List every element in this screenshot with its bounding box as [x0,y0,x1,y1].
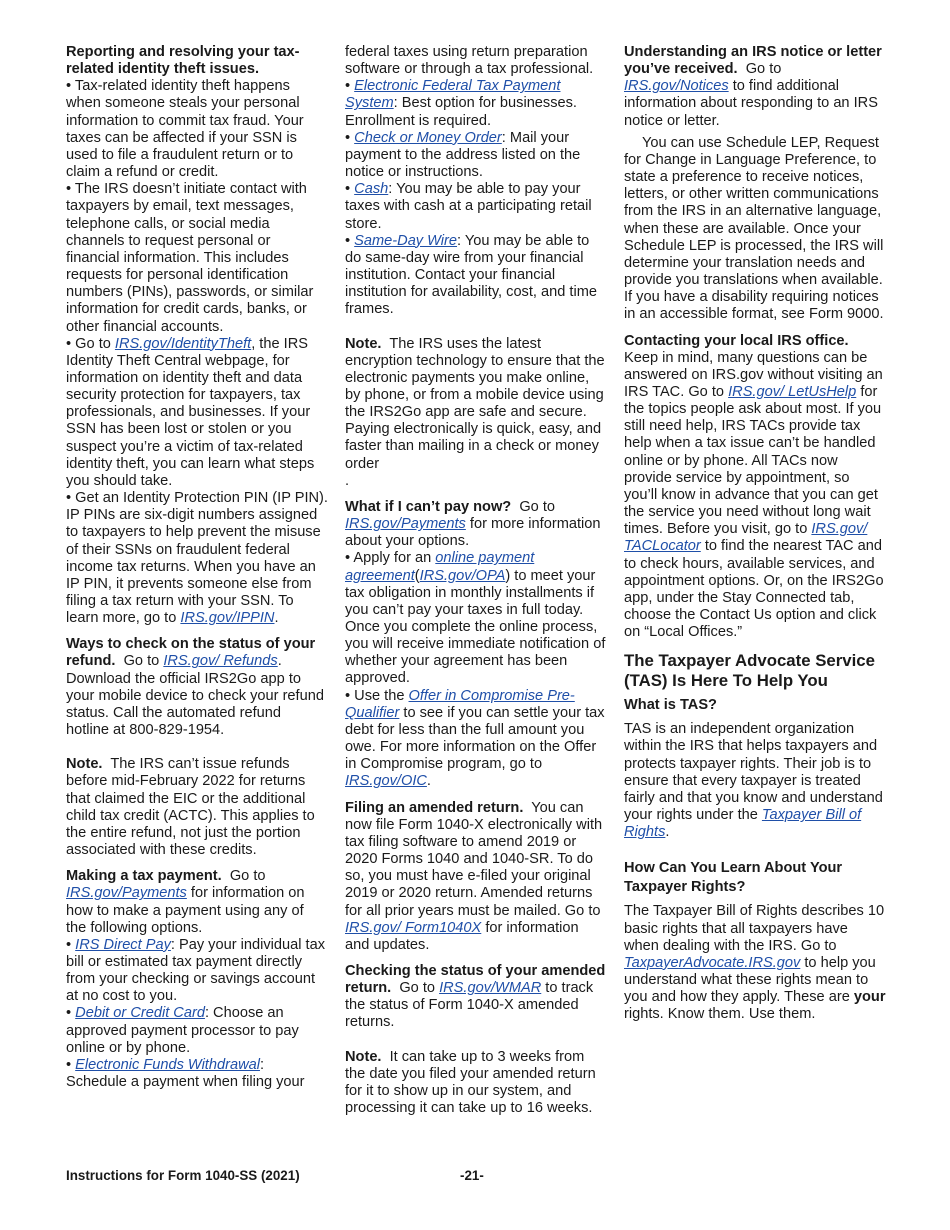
list-item: • Same-Day Wire: You may be able to do same-day wire from your financial institution. Contact your financial institution for availability, cost, and time frames. [345,232,597,318]
section-identity-theft [66,44,328,78]
list-item: • Debit or Credit Card: Choose an approved payment processor to pay online or by phone. [66,1005,299,1056]
column-left [66,44,328,1091]
link-taxpayer-advocate[interactable]: TaxpayerAdvocate.IRS.gov [624,954,801,971]
list-item: • Electronic Federal Tax Payment System: Best option for businesses. Enrollment is required. [345,78,577,129]
bullet: • [345,687,351,704]
continued-text: federal taxes using return preparation software or through a tax professional. [345,44,594,78]
paragraph-rights: The Taxpayer Bill of Rights describes 10 basic rights that all taxpayers have when dealing with the IRS. Go to TaxpayerAdvocate.IRS.gov to help you understand what these rights mean to you and how they apply. These are your rights. Know them. Use them. [624,903,886,1023]
paragraph-tas: TAS is an independent organization within the IRS that helps taxpayers and protects taxpayer rights. Their job is to ensure that every taxpayer is treated fairly and that you know and understand your rights under the Taxpayer Bill of Rights. [624,721,883,841]
footer-form-title: Instructions for Form 1040-SS (2021) [66,1168,300,1183]
link-eftps[interactable]: Electronic Federal Tax Payment System [345,78,561,112]
link-wmar[interactable]: IRS.gov/WMAR [439,980,542,997]
column-middle [345,44,607,1117]
link-ippin[interactable]: IRS.gov/IPPIN [180,610,275,627]
list-item: • The IRS doesn’t initiate contact with taxpayers by email, text messages, telephone calls, or social media channels to request personal or financial information. This includes requests for personal identification numbers (PINs), passwords, or similar information for credit cards, banks, or other financial accounts. [66,181,314,335]
bullet: • [66,490,72,507]
section-title: Making a tax payment. [66,868,222,885]
link-payments[interactable]: IRS.gov/Payments [345,516,466,533]
bullet: • [345,129,351,146]
bullet: • [66,1056,72,1073]
bullet: • [345,181,351,198]
section-tax-payment: Making a tax payment. Go to IRS.gov/Payments for information on how to make a payment using any of the following options. [66,868,305,936]
section-irs-notice: Understanding an IRS notice or letter you’ve received. Go to IRS.gov/Notices to find additional information about responding to an IRS notice or letter. [624,44,882,129]
list-item: • Go to IRS.gov/IdentityTheft, the IRS Identity Theft Central webpage, for information on identity theft and data security protection for taxpayers, tax professionals, and businesses. If your SSN has been lost or stolen or you suspect you’re a victim of tax-related identity theft, you can learn what steps you should take. [66,335,315,489]
section-title: Filing an amended return. [345,799,524,816]
section-title: Ways to check on the status of your refund. [66,636,316,670]
note-amended-timing: Note. It can take up to 3 weeks from the date you filed your amended return for it to show up in our system, and processing it can take up to 16 weeks. [345,1048,596,1117]
note-label: Note. [345,335,382,352]
link-debit-credit[interactable]: Debit or Credit Card [75,1005,205,1022]
bullet: • [345,232,351,249]
link-check-money-order[interactable]: Check or Money Order [354,129,502,146]
link-online-payment-agreement[interactable]: online payment agreement [345,550,535,584]
heading-learn-rights: How Can You Learn About Your Taxpayer Rights? [624,860,843,896]
section-cant-pay: What if I can’t pay now? Go to IRS.gov/Payments for more information about your options. [345,498,601,550]
link-taclocator[interactable]: IRS.gov/ TACLocator [624,521,868,555]
bullet: • [66,181,72,198]
link-identity-theft[interactable]: IRS.gov/IdentityTheft [114,335,252,352]
link-letushelp[interactable]: IRS.gov/ LetUsHelp [728,383,857,400]
note-encryption: Note. The IRS uses the latest encryption technology to ensure that the electronic payments you make online, by phone, or from a mobile device using the IRS2Go app are safe and secure. Paying electronically is quick, easy, and faster than mailing in a check or money order [345,335,605,472]
bullet: • [66,78,72,95]
list-item: • Electronic Funds Withdrawal: Schedule a payment when filing your [66,1056,305,1091]
list-item: • Get an Identity Protection PIN (IP PIN). IP PINs are six-digit numbers assigned to taxpayers to help prevent the misuse of their SSNs on fraudulent federal income tax returns. When you have an IP PIN, it prevents someone else from filing a tax return with your SSN. To learn more, go to IRS.gov/IPPIN. [66,490,328,627]
link-same-day-wire[interactable]: Same-Day Wire [354,232,458,249]
bullet: • [66,335,72,352]
link-bill-of-rights[interactable]: Taxpayer Bill of Rights [624,807,862,841]
link-payments[interactable]: IRS.gov/Payments [66,885,187,902]
list-item: • Tax-related identity theft happens when someone steals your personal information to commit tax fraud. Your taxes can be affected if your SSN is used to file a fraudulent return or to claim a refund or credit. [66,78,304,181]
column-right [624,44,886,1024]
section-amended-status: Checking the status of your amended return. Go to IRS.gov/WMAR to track the status of Form 1040-X amended returns. [345,962,606,1031]
link-direct-pay[interactable]: IRS Direct Pay [75,936,171,953]
link-oic-prequalifier[interactable]: Offer in Compromise Pre-Qualifier [345,687,575,721]
bullet: • [66,1005,72,1022]
section-title: Checking the status of your amended return. [345,962,606,997]
link-cash[interactable]: Cash [354,181,389,198]
section-title: What if I can’t pay now? [345,498,512,515]
note-label: Note. [345,1048,382,1065]
section-title: Reporting and resolving your tax-related identity theft issues. [66,44,300,78]
section-title: Contacting your local IRS office. [624,332,849,349]
note-refunds: Note. The IRS can’t issue refunds before mid-February 2022 for returns that claimed the EIC or the additional child tax credit (ACTC). This applies to the entire refund, not just the portion associated with these credits. [66,756,315,859]
list-item: • Use the Offer in Compromise Pre-Qualifier to see if you can settle your tax debt for less than the full amount you owe. For more information on the Offer in Compromise program, go to IRS.gov/OIC. [345,687,605,790]
link-eft-withdrawal[interactable]: Electronic Funds Withdrawal [75,1056,260,1073]
bullet: • [345,78,351,95]
section-title: Understanding an IRS notice or letter you’ve received. [624,44,882,78]
link-form1040x[interactable]: IRS.gov/ Form1040X [345,919,482,936]
heading-tas: The Taxpayer Advocate Service (TAS) Is Here To Help You [624,651,875,691]
heading-what-is-tas: What is TAS? [624,697,717,714]
bullet: • [66,936,72,953]
link-notices[interactable]: IRS.gov/Notices [624,78,729,95]
bullet: • [345,550,351,567]
link-refunds[interactable]: IRS.gov/ Refunds [163,653,278,670]
section-amended-return: Filing an amended return. You can now file Form 1040-X electronically with tax filing software to amend 2019 or 2020 Forms 1040 and 1040-SR. To do so, you must have e-filed your original 2019 or 2020 return. Amended returns for all prior years must be mailed. Go to IRS.gov/ Form1040X for information and updates. [345,799,603,953]
page-number: -21- [460,1168,484,1183]
list-item: • Apply for an online payment agreement(IRS.gov/OPA) to meet your tax obligation in monthly installments if you can’t pay your taxes in full today. Once you complete the online process, you will receive immediate notification of whether your agreement has been approved. [345,550,606,687]
link-opa[interactable]: IRS.gov/OPA [419,567,506,584]
stray-period: . [345,472,350,489]
section-refund-status: Ways to check on the status of your refund. Go to IRS.gov/ Refunds. Download the official IRS2Go app to your mobile device to check your refund status. Call the automated refund hotline at 800-829-1954. [66,636,324,739]
list-item: • Check or Money Order: Mail your payment to the address listed on the notice or instructions. [345,129,581,181]
paragraph-schedule-lep: You can use Schedule LEP, Request for Change in Language Preference, to state a preference to receive notices, letters, or other written communications from the IRS in an alternative language, when these are available. Once your Schedule LEP is processed, the IRS will determine your translation needs and provide you translations when available. If you have a disability requiring notices in an accessible format, see Form 9000. [624,134,884,323]
list-item: • IRS Direct Pay: Pay your individual tax bill or estimated tax payment directly from your checking or savings account at no cost to you. [66,936,326,1005]
section-local-office: Contacting your local IRS office. Keep in mind, many questions can be answered on IRS.gov without visiting an IRS TAC. Go to IRS.gov/ LetUsHelp for the topics people ask about most. If you still need help, IRS TACs provide tax help when a tax issue can’t be handled online or by phone. All TACs now provide service by appointment, so you’ll know in advance that you can get the service you need without long wait times. Before you visit, go to IRS.gov/ TACLocator to find the nearest TAC and to check hours, available services, and appointment options. Or, on the IRS2Go app, under the Stay Connected tab, choose the Contact Us option and click on “Local Offices.” [624,332,884,641]
list-item: • Cash: You may be able to pay your taxes with cash at a participating retail store. [345,181,592,232]
link-oic[interactable]: IRS.gov/OIC [345,773,427,790]
note-label: Note. [66,756,103,773]
